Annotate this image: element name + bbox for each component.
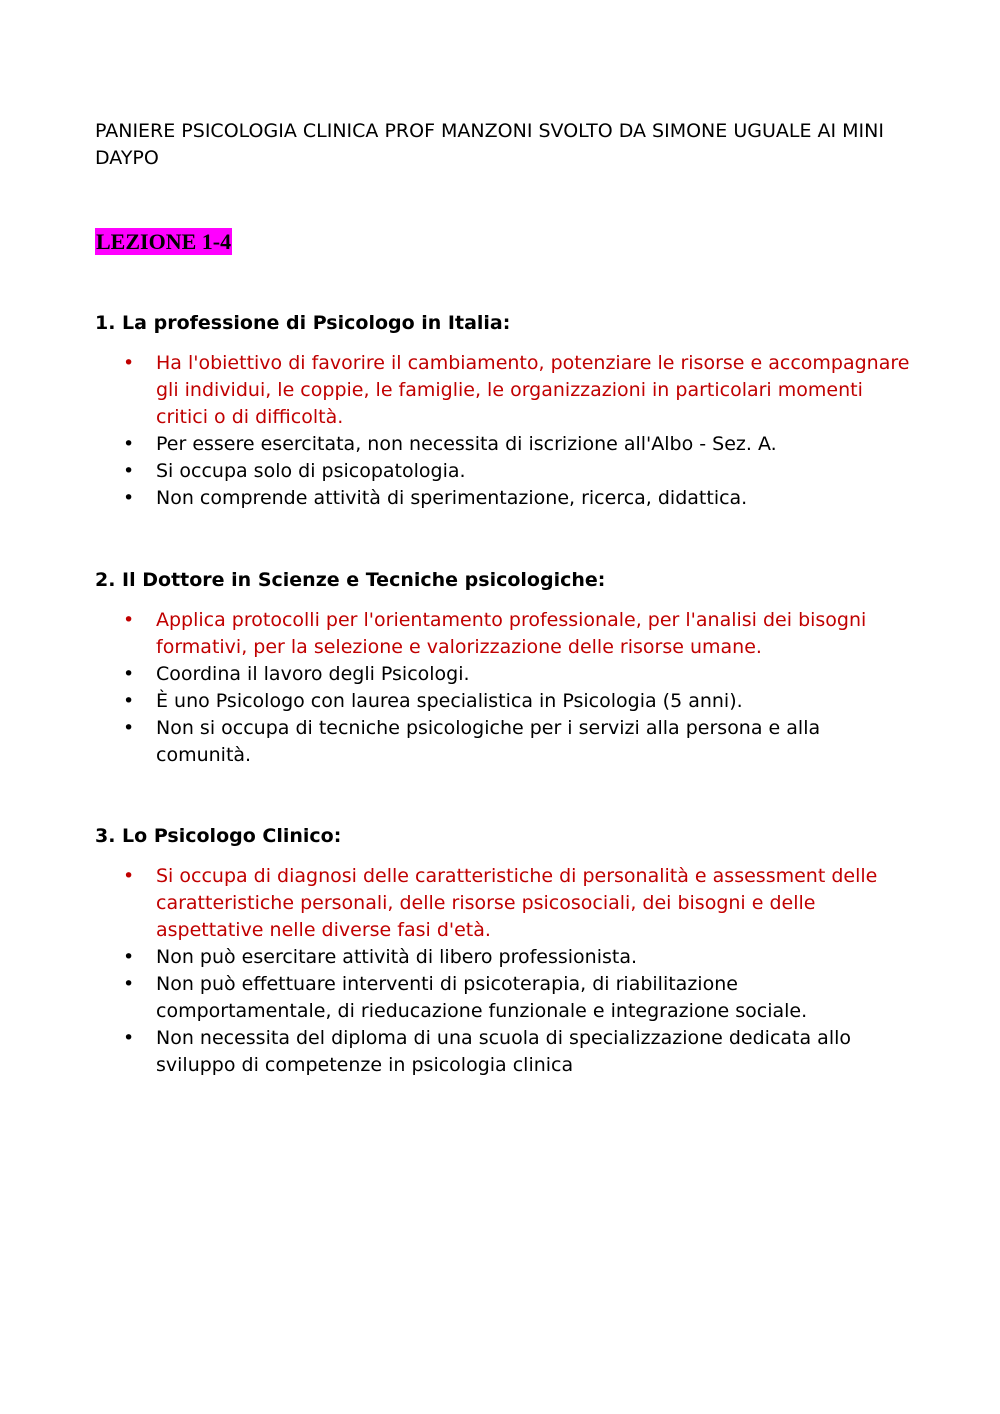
bullet-icon: • bbox=[123, 690, 135, 712]
answer-item bbox=[95, 350, 915, 431]
answer-text: È uno Psicologo con laurea specialistica in Psicologia (5 anni). bbox=[156, 690, 743, 712]
question-2-answers bbox=[95, 607, 915, 769]
bullet-icon: • bbox=[123, 352, 135, 374]
answer-text: Si occupa solo di psicopatologia. bbox=[156, 460, 466, 482]
answer-item bbox=[95, 458, 915, 485]
question-1-title: 1. La professione di Psicologo in Italia: bbox=[95, 312, 511, 334]
answer-text: Coordina il lavoro degli Psicologi. bbox=[156, 663, 470, 685]
answer-text: Non si occupa di tecniche psicologiche per i servizi alla persona e alla comunità. bbox=[156, 717, 821, 766]
bullet-icon: • bbox=[123, 865, 135, 887]
answer-text: Ha l'obiettivo di favorire il cambiamento, potenziare le risorse e accompagnare gli individui, le coppie, le famiglie, le organizzazioni in particolari momenti critici o di difficoltà. bbox=[156, 352, 910, 428]
answer-text: Non può effettuare interventi di psicoterapia, di riabilitazione comportamentale, di rieducazione funzionale e integrazione sociale. bbox=[156, 973, 808, 1022]
answer-item bbox=[95, 688, 915, 715]
bullet-icon: • bbox=[123, 663, 135, 685]
document-header: PANIERE PSICOLOGIA CLINICA PROF MANZONI SVOLTO DA SIMONE UGUALE AI MINI DAYPO bbox=[95, 120, 884, 169]
answer-text: Applica protocolli per l'orientamento professionale, per l'analisi dei bisogni formativi, per la selezione e valorizzazione delle risorse umane. bbox=[156, 609, 867, 658]
answer-item bbox=[95, 661, 915, 688]
question-2 bbox=[95, 567, 915, 769]
question-3-answers bbox=[95, 863, 915, 1079]
answer-text: Per essere esercitata, non necessita di iscrizione all'Albo - Sez. A. bbox=[156, 433, 777, 455]
answer-item bbox=[95, 863, 915, 944]
bullet-icon: • bbox=[123, 946, 135, 968]
answer-item bbox=[95, 431, 915, 458]
answer-item bbox=[95, 607, 915, 661]
answer-item bbox=[95, 485, 915, 512]
bullet-icon: • bbox=[123, 717, 135, 739]
answer-text: Si occupa di diagnosi delle caratteristiche di personalità e assessment delle caratteristiche personali, delle risorse psicosociali, dei bisogni e delle aspettative nelle diverse fasi d'età. bbox=[156, 865, 878, 941]
question-1 bbox=[95, 310, 915, 512]
bullet-icon: • bbox=[123, 433, 135, 455]
bullet-icon: • bbox=[123, 460, 135, 482]
lesson-heading: LEZIONE 1-4 bbox=[96, 229, 232, 254]
question-1-answers bbox=[95, 350, 915, 512]
answer-item bbox=[95, 971, 915, 1025]
question-3-title: 3. Lo Psicologo Clinico: bbox=[95, 825, 342, 847]
answer-text: Non necessita del diploma di una scuola di specializzazione dedicata allo sviluppo di competenze in psicologia clinica bbox=[156, 1027, 852, 1076]
answer-text: Non comprende attività di sperimentazione, ricerca, didattica. bbox=[156, 487, 748, 509]
answer-item bbox=[95, 1025, 915, 1079]
answer-text: Non può esercitare attività di libero professionista. bbox=[156, 946, 638, 968]
bullet-icon: • bbox=[123, 973, 135, 995]
bullet-icon: • bbox=[123, 609, 135, 631]
answer-item bbox=[95, 944, 915, 971]
answer-item bbox=[95, 715, 915, 769]
bullet-icon: • bbox=[123, 1027, 135, 1049]
bullet-icon: • bbox=[123, 487, 135, 509]
question-3 bbox=[95, 823, 915, 1079]
question-2-title: 2. Il Dottore in Scienze e Tecniche psicologiche: bbox=[95, 569, 606, 591]
